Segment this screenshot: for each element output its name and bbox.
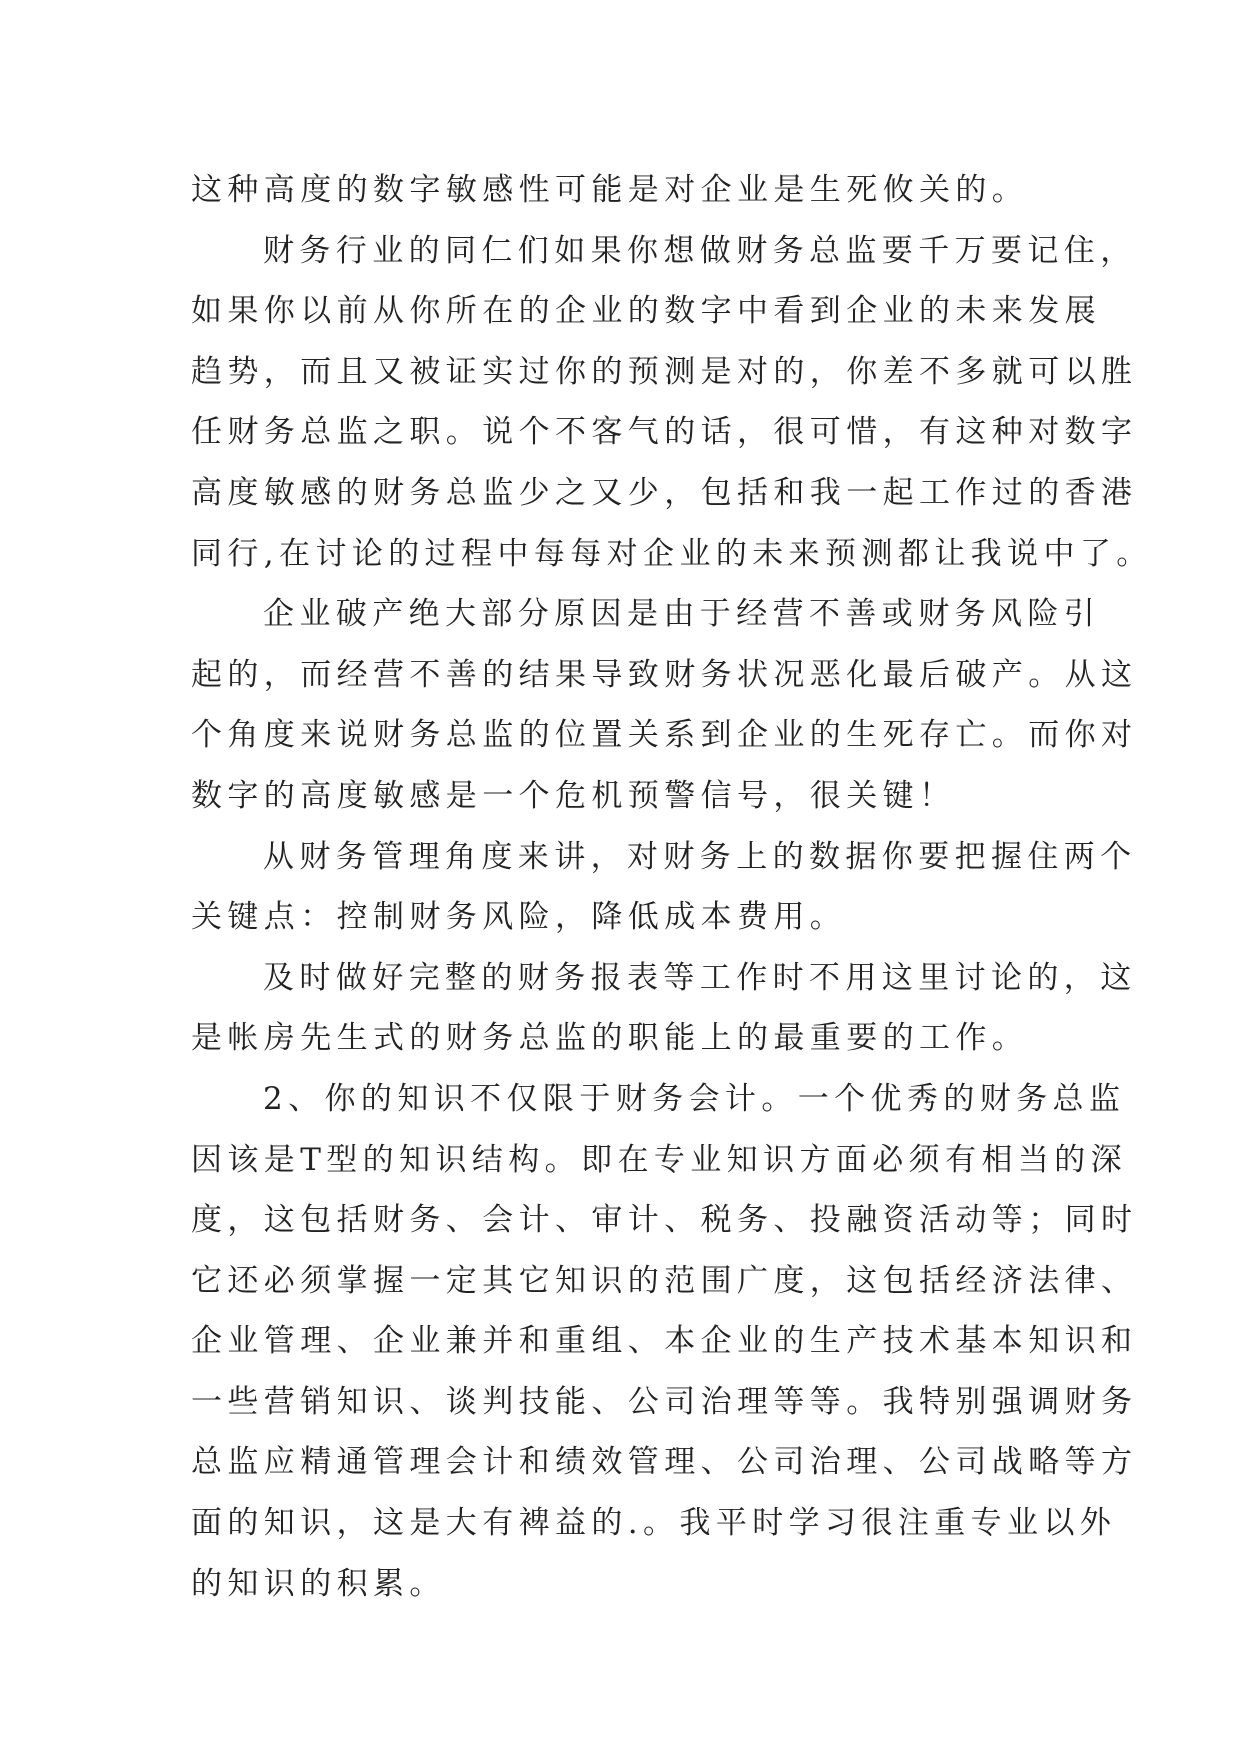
text-line: 这种高度的数字敏感性可能是对企业是生死攸关的。 (191, 172, 1029, 208)
text-line: 数字的高度敏感是一个危机预警信号，很关键！ (191, 777, 956, 814)
text-line: 如果你以前从你所在的企业的数字中看到企业的未来发展 (191, 293, 1101, 330)
text-line: 同行,在讨论的过程中每每对企业的未来预测都让我说中了。 (191, 535, 1153, 572)
text-line: 趋势，而且又被证实过你的预测是对的，你差不多就可以胜 (191, 353, 1138, 390)
text-line: 任财务总监之职。说个不客气的话，很可惜，有这种对数字 (191, 414, 1138, 451)
text-line: 从财务管理角度来讲，对财务上的数据你要把握住两个 (263, 838, 1137, 875)
text-line: 它还必须掌握一定其它知识的范围广度，这包括经济法律、 (191, 1262, 1138, 1299)
text-line: 起的，而经营不善的结果导致财务状况恶化最后破产。从这 (191, 656, 1138, 693)
text-line: 面的知识，这是大有裨益的.。我平时学习很注重专业以外 (191, 1505, 1117, 1542)
text-line: 及时做好完整的财务报表等工作时不用这里讨论的，这 (263, 959, 1137, 996)
text-line: 企业管理、企业兼并和重组、本企业的生产技术基本知识和 (191, 1323, 1138, 1360)
body-text (191, 160, 1153, 1614)
text-line: 因该是T型的知识结构。即在专业知识方面必须有相当的深 (191, 1141, 1128, 1178)
text-line: 的知识的积累。 (191, 1565, 446, 1602)
text-line: 2、你的知识不仅限于财务会计。一个优秀的财务总监 (263, 1080, 1126, 1117)
text-line: 度，这包括财务、会计、审计、税务、投融资活动等；同时 (191, 1202, 1138, 1239)
text-line: 企业破产绝大部分原因是由于经营不善或财务风险引 (263, 596, 1101, 633)
text-line: 一些营销知识、谈判技能、公司治理等等。我特别强调财务 (191, 1383, 1138, 1420)
text-line: 个角度来说财务总监的位置关系到企业的生死存亡。而你对 (191, 717, 1138, 754)
text-line: 财务行业的同仁们如果你想做财务总监要千万要记住， (263, 232, 1137, 269)
text-line: 是帐房先生式的财务总监的职能上的最重要的工作。 (191, 1020, 1029, 1057)
text-line: 总监应精通管理会计和绩效管理、公司治理、公司战略等方 (191, 1444, 1138, 1481)
text-line: 高度敏感的财务总监少之又少，包括和我一起工作过的香港 (191, 474, 1138, 511)
text-line: 关键点：控制财务风险，降低成本费用。 (191, 899, 847, 936)
